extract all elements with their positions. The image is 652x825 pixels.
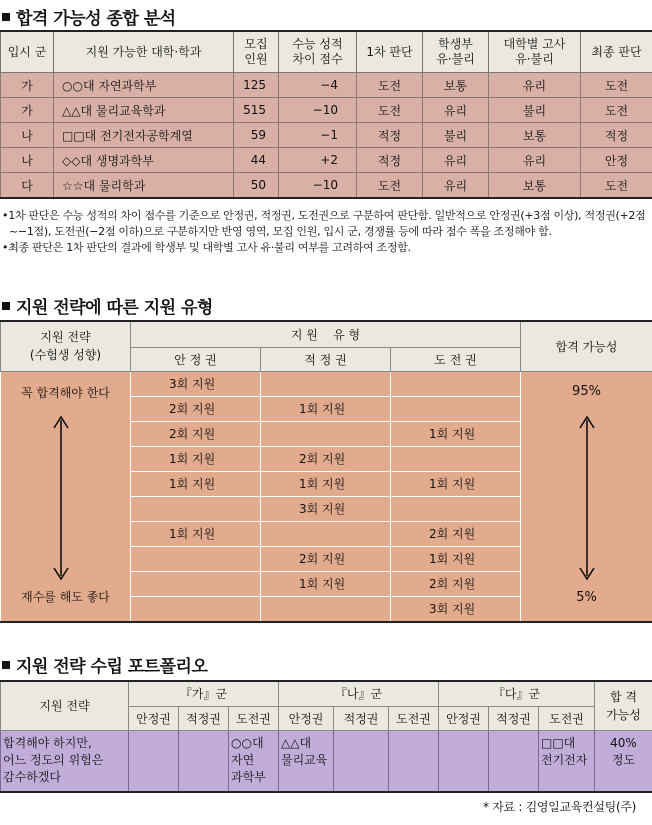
- analysis-cell: 도전: [357, 173, 423, 199]
- portfolio-possibility-cell: 40% 정도: [595, 730, 652, 792]
- analysis-notes: [2, 208, 650, 256]
- analysis-cell: 도전: [581, 73, 652, 98]
- analysis-header-row: [1, 31, 652, 73]
- strategy-cell: [261, 421, 391, 446]
- portfolio-strategy-header: 지원 전략: [1, 681, 129, 730]
- strategy-cell: 1회 지원: [391, 546, 521, 571]
- portfolio-row: [1, 730, 652, 792]
- analysis-cell: 불리: [423, 123, 489, 148]
- portfolio-sub-header: 적정권: [179, 706, 229, 730]
- type-header: 지 원 유 형: [131, 321, 521, 347]
- note-2: •최종 판단은 1차 판단의 결과에 학생부 및 대학별 고사 유·불리 여부를 고려하여 조정함.: [2, 241, 411, 254]
- section2-title-text: 지원 전략에 따른 지원 유형: [16, 298, 213, 318]
- strategy-cell: 1회 지원: [261, 571, 391, 596]
- strategy-cell: 2회 지원: [131, 396, 261, 421]
- sub-header-safe: 안 정 권: [131, 347, 261, 371]
- strategy-cell: 2회 지원: [391, 571, 521, 596]
- analysis-row: [1, 73, 652, 98]
- strategy-cell: 1회 지원: [391, 471, 521, 496]
- section1-title: [2, 4, 176, 29]
- analysis-row: [1, 173, 652, 199]
- analysis-cell: 도전: [357, 98, 423, 123]
- portfolio-cell: [489, 730, 539, 792]
- strategy-cell: [131, 596, 261, 622]
- portfolio-cell: [389, 730, 439, 792]
- strategy-cell: 2회 지원: [261, 446, 391, 471]
- analysis-cell: −10: [279, 173, 357, 199]
- strategy-cell: 1회 지원: [131, 471, 261, 496]
- analysis-cell: ☆☆대 물리학과: [54, 173, 234, 199]
- analysis-cell: 50: [234, 173, 279, 199]
- analysis-col-header: 입시 군: [1, 31, 54, 73]
- portfolio-table: [0, 680, 652, 793]
- double-arrow-icon: [577, 414, 597, 582]
- strategy-cell: [131, 496, 261, 521]
- analysis-cell: −4: [279, 73, 357, 98]
- analysis-cell: 불리: [489, 98, 581, 123]
- analysis-cell: 59: [234, 123, 279, 148]
- analysis-cell: 44: [234, 148, 279, 173]
- section3-title-text: 지원 전략 수립 포트폴리오: [16, 657, 208, 677]
- analysis-cell: +2: [279, 148, 357, 173]
- section2-title: [2, 293, 213, 318]
- possibility-side-cell: [521, 371, 652, 622]
- analysis-cell: 가: [1, 98, 54, 123]
- portfolio-cell: [129, 730, 179, 792]
- portfolio-cell: ○○대 자연 과학부: [229, 730, 279, 792]
- portfolio-sub-header: 적정권: [489, 706, 539, 730]
- analysis-cell: ○○대 자연과학부: [54, 73, 234, 98]
- strategy-cell: [261, 371, 391, 396]
- strategy-cell: 1회 지원: [131, 521, 261, 546]
- analysis-col-header: 지원 가능한 대학·학과: [54, 31, 234, 73]
- analysis-cell: 보통: [489, 123, 581, 148]
- portfolio-strategy-cell: 합격해야 하지만, 어느 정도의 위험은 감수하겠다: [1, 730, 129, 792]
- strategy-cell: 3회 지원: [261, 496, 391, 521]
- bullet-square-icon: [2, 302, 10, 310]
- analysis-cell: 도전: [581, 98, 652, 123]
- portfolio-cell: □□대 전기전자: [539, 730, 595, 792]
- analysis-cell: 적정: [581, 123, 652, 148]
- group-na-header: 『나』군: [279, 681, 439, 706]
- portfolio-sub-header: 도전권: [229, 706, 279, 730]
- strategy-header-row-1: [1, 321, 652, 347]
- strategy-cell: [391, 396, 521, 421]
- analysis-col-header: 대학별 고사 유·불리: [489, 31, 581, 73]
- sub-header-challenge: 도 전 권: [391, 347, 521, 371]
- analysis-cell: −10: [279, 98, 357, 123]
- strategy-cell: 3회 지원: [131, 371, 261, 396]
- portfolio-sub-header: 안정권: [439, 706, 489, 730]
- analysis-cell: 유리: [423, 173, 489, 199]
- double-arrow-icon: [51, 414, 71, 582]
- portfolio-sub-header: 도전권: [539, 706, 595, 730]
- analysis-cell: △△대 물리교육학과: [54, 98, 234, 123]
- portfolio-sub-header: 적정권: [334, 706, 389, 730]
- strategy-cell: [131, 571, 261, 596]
- strategy-cell: [391, 446, 521, 471]
- analysis-cell: 유리: [423, 98, 489, 123]
- section3-title: [2, 652, 207, 677]
- analysis-cell: 적정: [357, 148, 423, 173]
- strategy-cell: 2회 지원: [391, 521, 521, 546]
- strategy-header: 지원 전략 (수험생 성향): [1, 321, 131, 371]
- analysis-col-header: 수능 성적 차이 점수: [279, 31, 357, 73]
- strategy-table: [0, 320, 652, 623]
- portfolio-sub-header: 안정권: [129, 706, 179, 730]
- strategy-row: [1, 371, 652, 396]
- portfolio-cell: [179, 730, 229, 792]
- section1-title-text: 합격 가능성 종합 분석: [16, 9, 176, 29]
- portfolio-cell: [334, 730, 389, 792]
- analysis-col-header: 최종 판단: [581, 31, 652, 73]
- analysis-row: [1, 123, 652, 148]
- analysis-col-header: 모집 인원: [234, 31, 279, 73]
- analysis-cell: 나: [1, 123, 54, 148]
- analysis-cell: 보통: [489, 173, 581, 199]
- analysis-cell: 125: [234, 73, 279, 98]
- strategy-cell: 1회 지원: [261, 471, 391, 496]
- analysis-cell: 다: [1, 173, 54, 199]
- sub-header-fit: 적 정 권: [261, 347, 391, 371]
- analysis-cell: 515: [234, 98, 279, 123]
- analysis-cell: ◇◇대 생명과학부: [54, 148, 234, 173]
- note-1: •1차 판단은 수능 성적의 차이 점수를 기준으로 안정권, 적정권, 도전권으로 구분하여 판단함. 일반적으로 안정권(+3점 이상), 적정권(+2점~−1점), 도전권(−2점 이하)으로 구분하지만 반영 영역, 모집 인원, 입시 군, 경쟁률 등에 따라 점수 폭을 조정해야 함.: [2, 209, 646, 238]
- strategy-cell: [261, 596, 391, 622]
- portfolio-possibility-header: 합 격 가능성: [595, 681, 652, 730]
- strategy-cell: 1회 지원: [261, 396, 391, 421]
- strategy-cell: 1회 지원: [391, 421, 521, 446]
- strategy-cell: [261, 521, 391, 546]
- strategy-cell: 3회 지원: [391, 596, 521, 622]
- strategy-side-cell: [1, 371, 131, 622]
- strategy-cell: 2회 지원: [261, 546, 391, 571]
- analysis-cell: 나: [1, 148, 54, 173]
- analysis-col-header: 학생부 유·불리: [423, 31, 489, 73]
- analysis-cell: □□대 전기전자공학계열: [54, 123, 234, 148]
- bullet-square-icon: [2, 661, 10, 669]
- analysis-row: [1, 148, 652, 173]
- strategy-cell: [391, 371, 521, 396]
- bullet-square-icon: [2, 13, 10, 21]
- analysis-cell: 안정: [581, 148, 652, 173]
- strategy-cell: 1회 지원: [131, 446, 261, 471]
- analysis-cell: −1: [279, 123, 357, 148]
- analysis-col-header: 1차 판단: [357, 31, 423, 73]
- group-ga-header: 『가』군: [129, 681, 279, 706]
- portfolio-header-row-1: [1, 681, 652, 706]
- top-percentage: 95%: [572, 383, 601, 399]
- strategy-cell: [131, 546, 261, 571]
- analysis-cell: 적정: [357, 123, 423, 148]
- source-note: * 자료 : 김영일교육컨설팅(주): [483, 800, 636, 814]
- bottom-percentage: 5%: [576, 589, 597, 605]
- analysis-cell: 보통: [423, 73, 489, 98]
- analysis-cell: 유리: [489, 73, 581, 98]
- analysis-row: [1, 98, 652, 123]
- portfolio-cell: △△대 물리교육: [279, 730, 334, 792]
- analysis-table: [0, 30, 652, 199]
- analysis-cell: 유리: [423, 148, 489, 173]
- analysis-cell: 도전: [357, 73, 423, 98]
- top-label: 꼭 합격해야 한다: [21, 385, 110, 400]
- bottom-label: 재수를 해도 좋다: [21, 589, 110, 604]
- portfolio-cell: [439, 730, 489, 792]
- strategy-cell: [391, 496, 521, 521]
- portfolio-sub-header: 안정권: [279, 706, 334, 730]
- possibility-header: 합격 가능성: [521, 321, 652, 371]
- portfolio-sub-header: 도전권: [389, 706, 439, 730]
- analysis-cell: 도전: [581, 173, 652, 199]
- analysis-cell: 가: [1, 73, 54, 98]
- analysis-cell: 유리: [489, 148, 581, 173]
- group-da-header: 『다』군: [439, 681, 595, 706]
- strategy-cell: 2회 지원: [131, 421, 261, 446]
